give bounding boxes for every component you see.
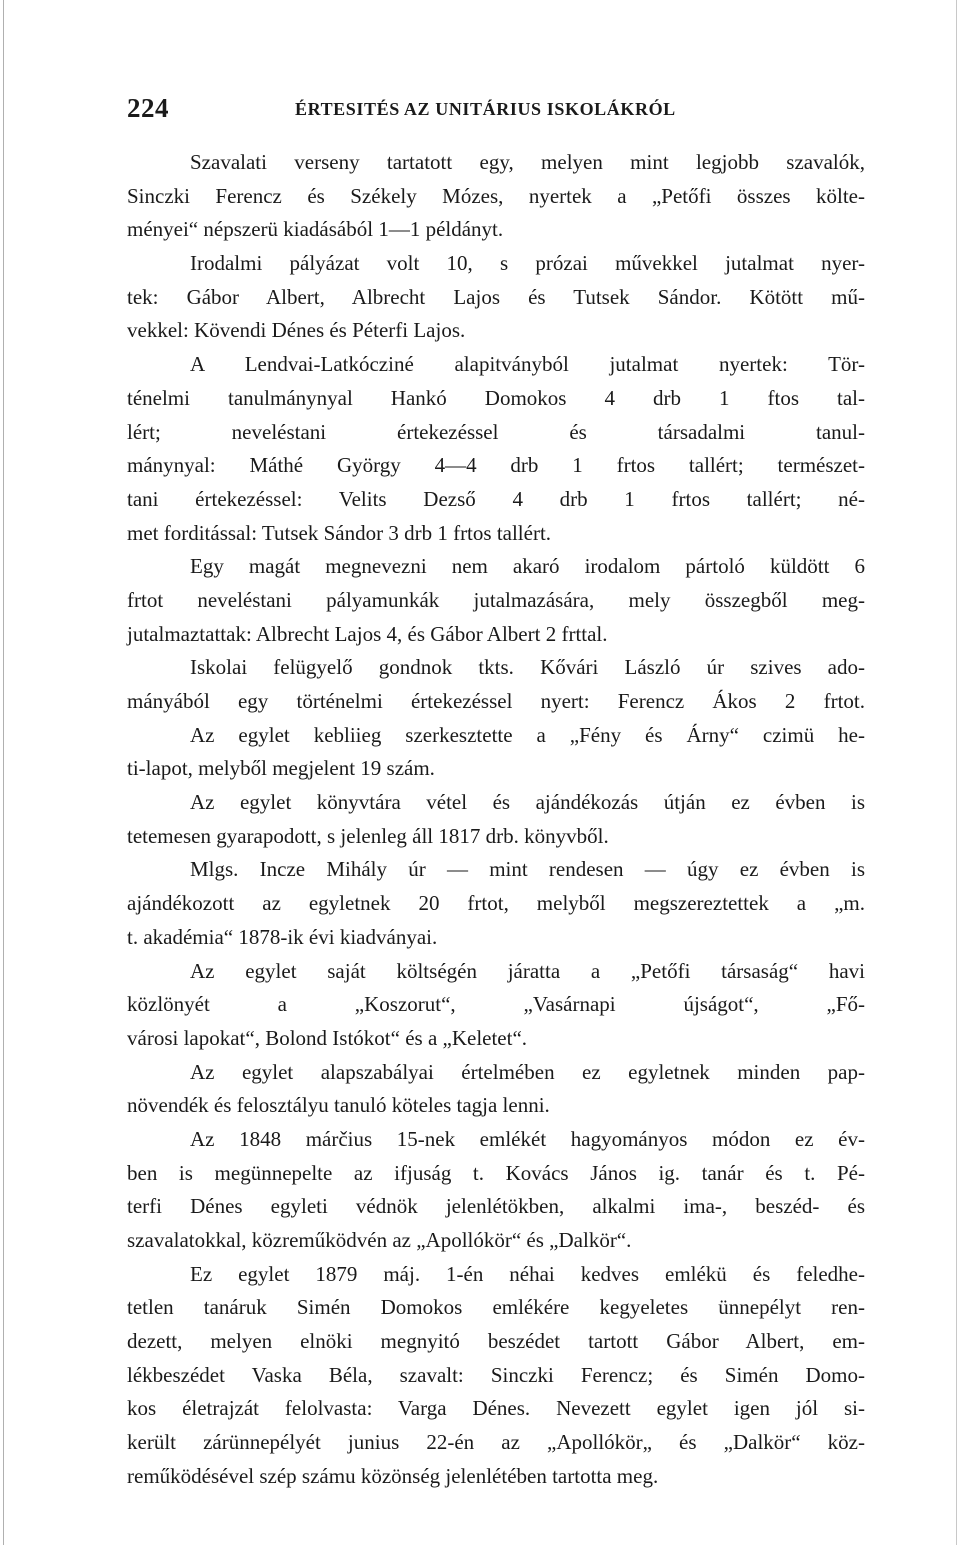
text-line: kos életrajzát felolvasta: Varga Dénes. Nevezett egylet igen jól si- [127, 1396, 865, 1421]
text-line: terfi Dénes egyleti védnök jelenlétökben, alkalmi ima-, beszéd- és [127, 1194, 865, 1219]
page-edge-left [3, 0, 4, 1545]
text-line: Az 1848 márčius 15-nek emlékét hagyományos módon ez év- [190, 1126, 865, 1151]
text-line: Mlgs. Incze Mihály úr — mint rendesen — úgy ez évben is [190, 857, 865, 882]
text-line: ajándékozott az egyletnek 20 frtot, melyből megszereztettek a „m. [127, 891, 865, 916]
text-line: Iskolai felügyelő gondnok tkts. Kővári László úr szives ado- [190, 655, 865, 680]
text-line: tetlen tanáruk Simén Domokos emlékére kegyeletes ünnepélyt ren- [127, 1295, 865, 1320]
text-line: reműködésével szép számu közönség jelenlétében tartotta meg. [127, 1463, 659, 1488]
text-line: Ez egylet 1879 máj. 1-én néhai kedves emlékü és feledhe- [190, 1261, 865, 1286]
text-line: Az egylet alapszabályai értelmében ez egyletnek minden pap- [190, 1059, 865, 1084]
text-line: lért; neveléstani értekezéssel és társadalmi tanul- [127, 419, 865, 444]
text-line: dezett, melyen elnöki megnyitó beszédet tartott Gábor Albert, em- [127, 1329, 865, 1354]
text-line: közlönyét a „Koszorut“, „Vasárnapi újságot“, „Fő- [127, 992, 865, 1017]
text-line: tek: Gábor Albert, Albrecht Lajos és Tutsek Sándor. Kötött mű- [127, 284, 865, 309]
body-text [127, 146, 865, 1494]
text-line: tetemesen gyarapodott, s jelenleg áll 1817 drb. könyvből. [127, 823, 609, 848]
text-line: növendék és felosztályu tanuló köteles tagja lenni. [127, 1093, 550, 1118]
page-edge-right [956, 0, 957, 1545]
text-line: ténelmi tanulmánynyal Hankó Domokos 4 drb 1 ftos tal- [127, 385, 865, 410]
text-line: jutalmaztattak: Albrecht Lajos 4, és Gábor Albert 2 frttal. [127, 621, 608, 646]
text-line: Irodalmi pályázat volt 10, s prózai művekkel jutalmat nyer- [190, 251, 865, 276]
text-line: Az egylet saját költségén járatta a „Petőfi társaság“ havi [190, 958, 865, 983]
page-number: 224 [127, 93, 169, 123]
text-line: frtot neveléstani pályamunkák jutalmazására, mely összegből meg- [127, 587, 865, 612]
text-line: mányából egy történelmi értekezéssel nyert: Ferencz Ákos 2 frtot. [127, 689, 865, 713]
text-line: mánynyal: Máthé György 4—4 drb 1 frtos tallért; természet- [127, 453, 865, 478]
text-line: tani értekezéssel: Velits Dezső 4 drb 1 frtos tallért; né- [127, 486, 865, 511]
text-line: Az egylet könyvtára vétel és ajándékozás útján ez évben is [190, 790, 865, 815]
text-line: Sinczki Ferencz és Székely Mózes, nyertek a „Petőfi összes költe- [127, 183, 865, 208]
text-line: szavalatokkal, közreműködvén az „Apollókör“ és „Dalkör“. [127, 1228, 632, 1252]
text-line: került zárünnepélyét junius 22-én az „Apollókör„ és „Dalkör“ köz- [127, 1430, 865, 1455]
text-line: Szavalati verseny tartatott egy, melyen mint legjobb szavalók, [190, 150, 865, 174]
text-line: t. akadémia“ 1878-ik évi kiadványai. [127, 924, 438, 949]
text-line: met forditással: Tutsek Sándor 3 drb 1 frtos tallért. [127, 520, 552, 545]
text-line: ben is megünnepelte az ifjuság t. Kovács János ig. tanár és t. Pé- [127, 1160, 865, 1185]
text-line: vekkel: Kövendi Dénes és Péterfi Lajos. [127, 318, 466, 343]
running-head: ÉRTESITÉS AZ UNITÁRIUS ISKOLÁKRÓL [295, 99, 676, 119]
text-line: ti-lapot, melyből megjelent 19 szám. [127, 756, 435, 781]
text-line: lékbeszédet Vaska Béla, szavalt: Sinczki Ferencz; és Simén Domo- [127, 1362, 865, 1387]
text-line: ményei“ népszerü kiadásából 1—1 példányt. [127, 217, 504, 242]
text-line: Az egylet kebliieg szerkesztette a „Fény és Árny“ czimü he- [190, 722, 865, 747]
text-line: A Lendvai-Latkócziné alapitványból jutalmat nyertek: Tör- [190, 352, 865, 377]
text-line: városi lapokat“, Bolond Istókot“ és a „Keletet“. [127, 1025, 528, 1050]
page-header [127, 93, 837, 129]
text-line: Egy magát megnevezni nem akaró irodalom pártoló küldött 6 [190, 554, 865, 579]
